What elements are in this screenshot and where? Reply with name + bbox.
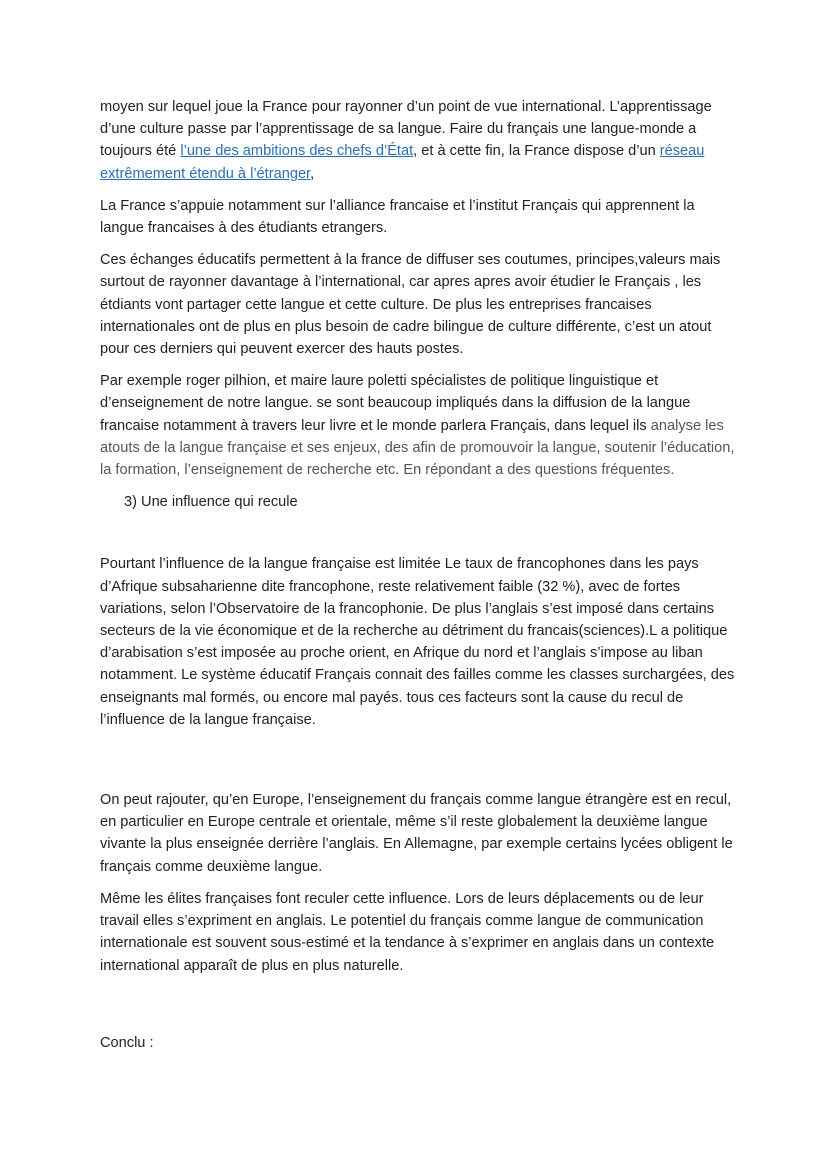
- paragraph-2: La France s’appuie notamment sur l’alliance francaise et l’institut Français qui apprennent la langue francaises à des étudiants etrangers.: [100, 197, 695, 237]
- paragraph-5: Pourtant l’influence de la langue française est limitée Le taux de francophones dans les pays d’Afrique subsaharienne dite francophone, reste relativement faible (32 %), avec de fortes variations, selon l’Observatoire de la francophonie. De plus l’anglais s’est imposé dans certains secteurs de la vie économique et de la recherche au détriment du francais(sciences).L a politique d’arabisation s’est imposée au proche orient, en Afrique du nord et l’anglais s’impose au liban notamment. Le système éducatif Français connait des failles comme les classes surchargées, des enseignants mal formés, ou encore mal payés. tous ces facteurs sont la cause du recul de l’influence de la langue française.: [100, 556, 735, 728]
- paragraph-4: [100, 370, 740, 481]
- spacer: [100, 513, 740, 553]
- paragraph-1-text-b: , et à cette fin, la France dispose d’un: [413, 143, 660, 160]
- paragraph-1-text-c: ,: [310, 165, 315, 182]
- spacer: [100, 741, 740, 789]
- paragraph-1-text-a: moyen sur lequel joue la France pour rayonner d’un point de vue international. L’apprentissage d’une culture passe par l’apprentissage de sa langue. Faire du français une langue-monde a toujours été: [100, 99, 712, 160]
- paragraph-7: Même les élites françaises font reculer cette influence. Lors de leurs déplacements ou de leur travail elles s’expriment en anglais. Le potentiel du français comme langue de communication internationale est souvent sous-estimé et la tendance à s’exprimer en anglais dans un contexte international apparaît de plus en plus naturelle.: [100, 890, 715, 974]
- paragraph-4-text-b: analyse les atouts de la langue française et ses enjeux, des afin de promouvoir la langue, soutenir l’éducation, la formation, l’enseignement de recherche etc. En répondant a des questions fréquentes.: [100, 417, 735, 479]
- document-body: [100, 96, 740, 1064]
- paragraph-6: On peut rajouter, qu’en Europe, l’enseignement du français comme langue étrangère est en recul, en particulier en Europe centrale et orientale, même s’il reste globalement la deuxième langue vivante la plus enseignée derrière l’anglais. En Allemagne, par exemple certains lycées obligent le français comme deuxième langue.: [100, 792, 733, 875]
- conclusion-label: Conclu :: [100, 1034, 154, 1051]
- link-ambitions-chefs-etat[interactable]: l’une des ambitions des chefs d’État: [180, 143, 414, 160]
- paragraph-1: [100, 96, 740, 185]
- section-heading-3: 3) Une influence qui recule: [124, 494, 298, 511]
- spacer: [100, 987, 740, 1032]
- paragraph-3: Ces échanges éducatifs permettent à la france de diffuser ses coutumes, principes,valeurs mais surtout de rayonner davantage à l’international, car apres apres avoir étudier le Français , les étdiants vont partager cette langue et cette culture. De plus les entreprises francaises internationales ont de plus en plus besoin de cadre bilingue de culture différente, c’est un atout pour ces derniers qui peuvent exercer des hauts postes.: [100, 252, 721, 358]
- link-reseau-etranger[interactable]: réseau extrêmement étendu à l’étranger: [100, 143, 705, 182]
- paragraph-4-text-a: Par exemple roger pilhion, et maire laure poletti spécialistes de politique linguistique et d’enseignement de notre langue. se sont beaucoup impliqués dans la diffusion de la langue francaise notamment à travers leur livre et le monde parlera Français, dans lequel ils: [100, 373, 691, 434]
